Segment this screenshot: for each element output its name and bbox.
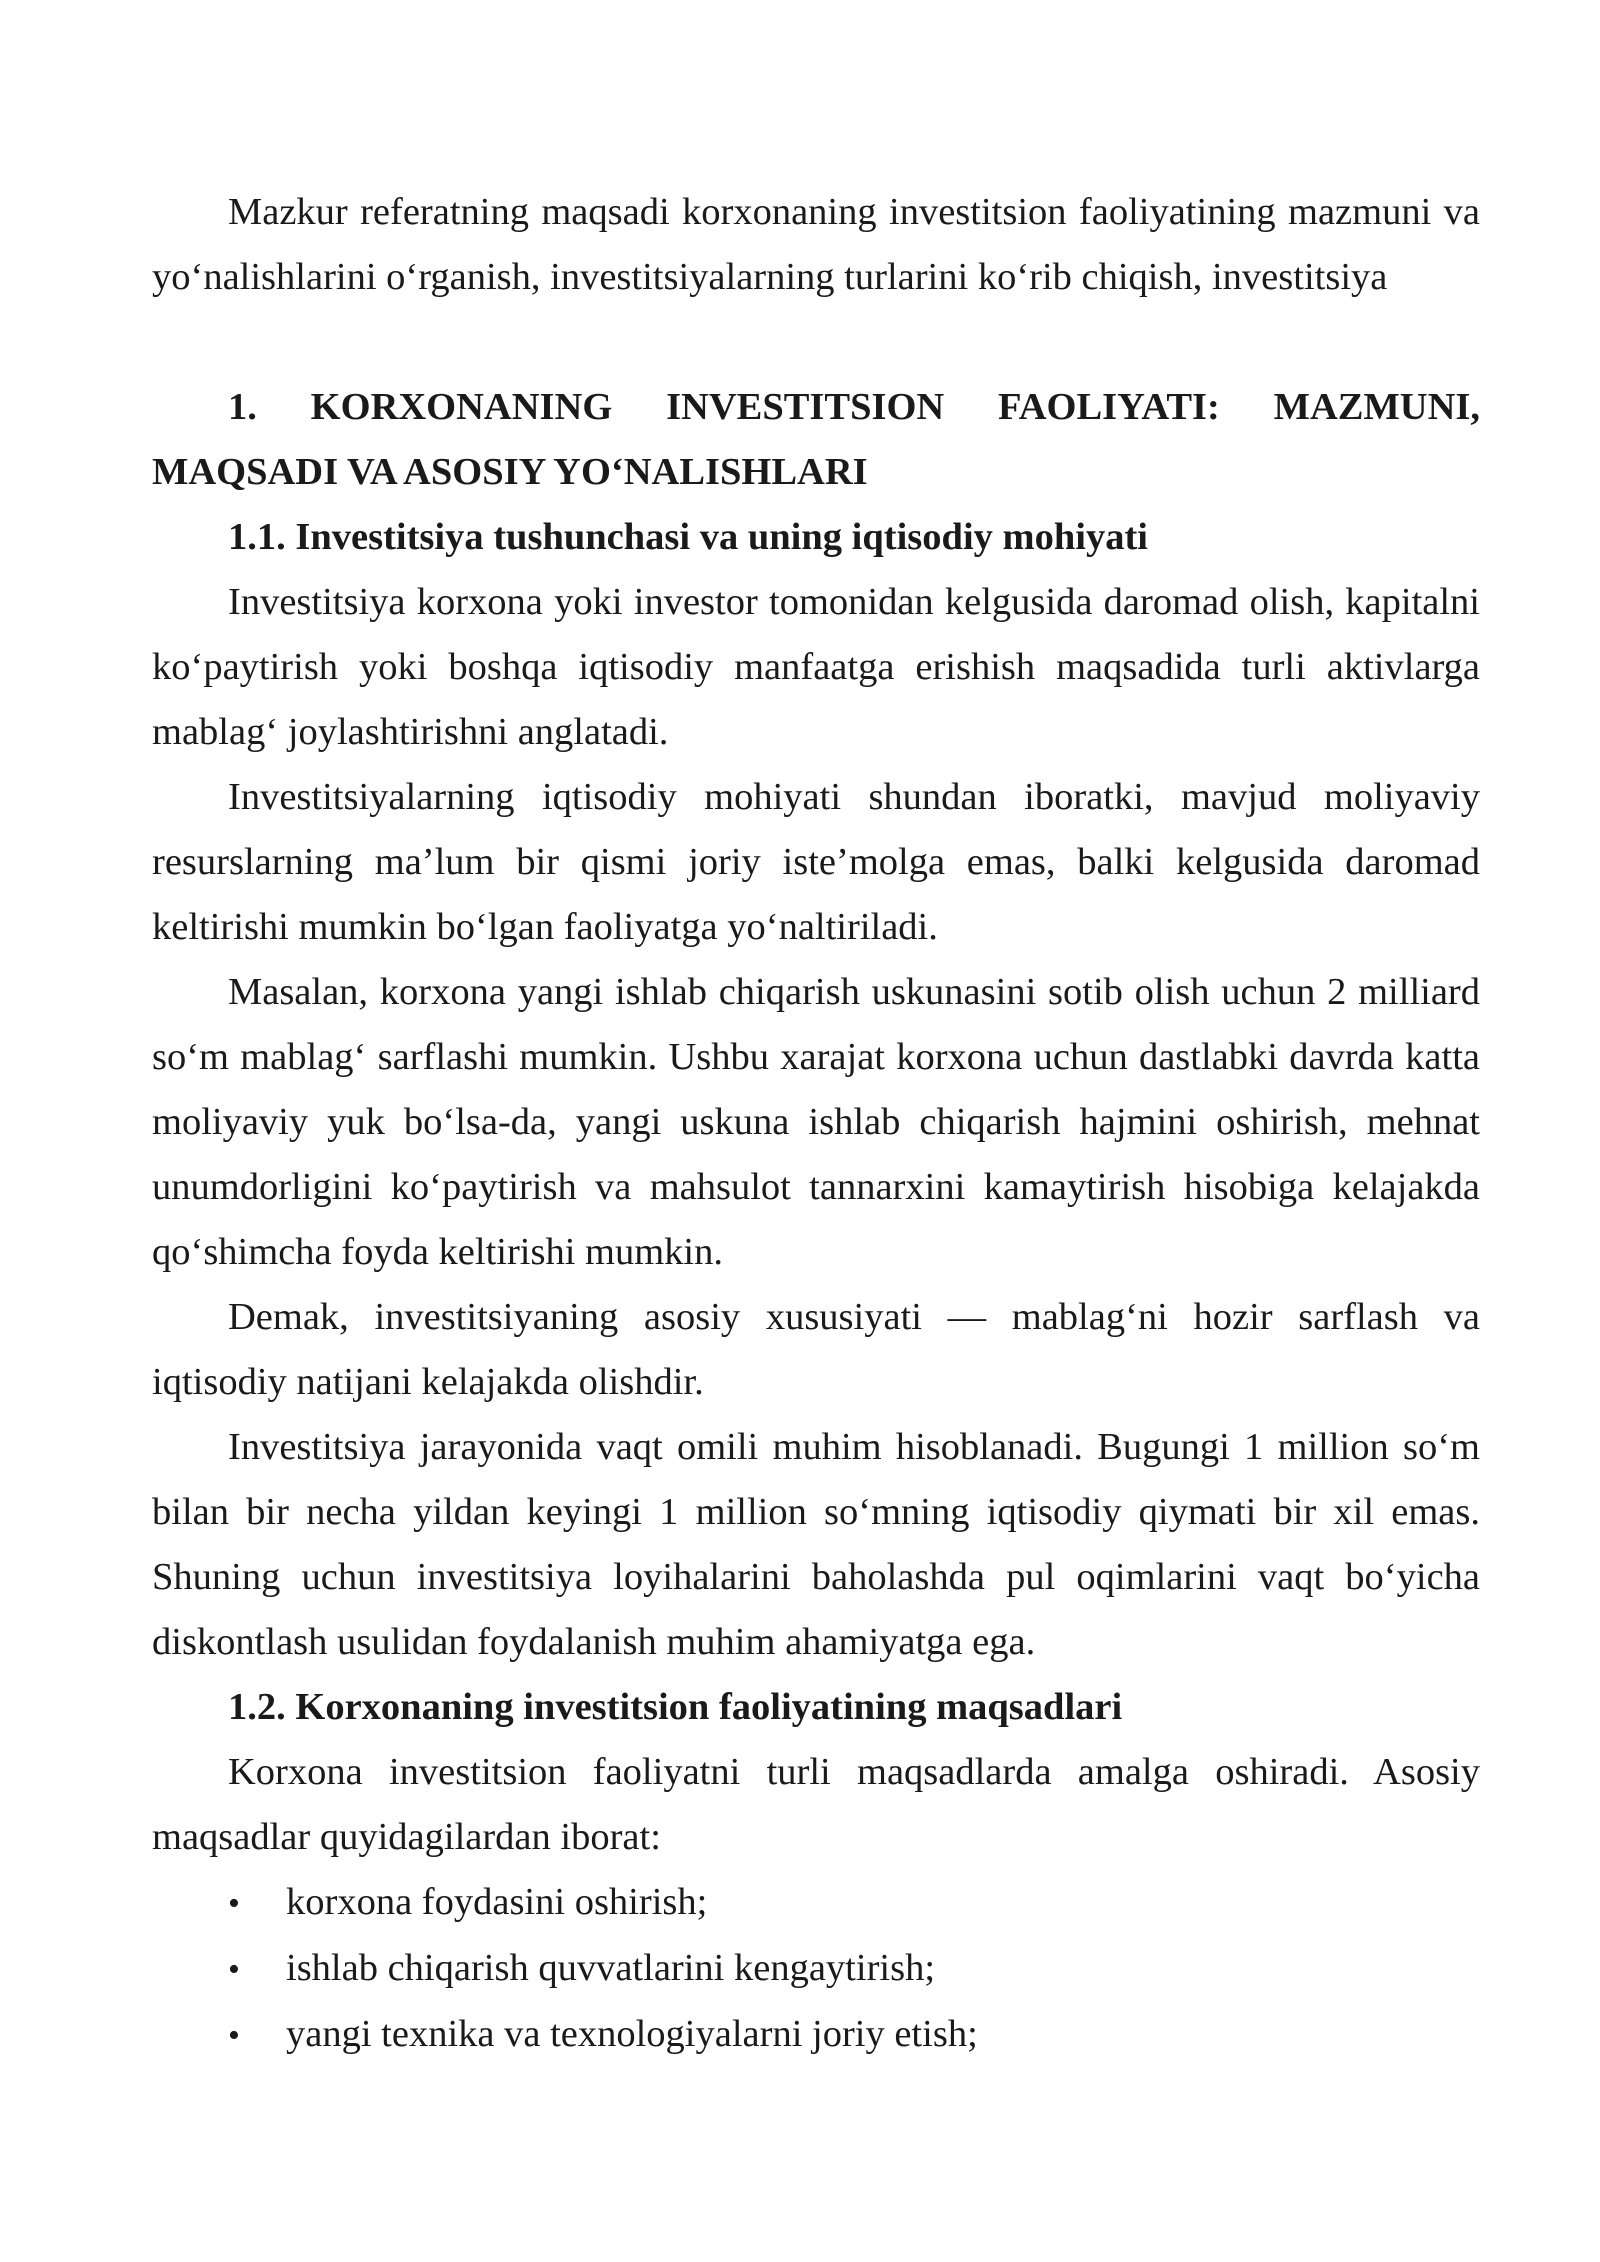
paragraph-key-feature: Demak, investitsiyaning asosiy xususiyati — mablag‘ni hozir sarflash va iqtisodiy natijani kelajakda olishdir. bbox=[152, 1296, 1480, 1403]
list-item-text: ishlab chiqarish quvvatlarini kengaytirish; bbox=[286, 1947, 936, 1989]
bullet-icon: • bbox=[228, 2017, 240, 2054]
list-item bbox=[152, 1936, 1480, 2002]
document-page bbox=[152, 180, 1480, 2068]
paragraph-investment-definition: Investitsiya korxona yoki investor tomonidan kelgusida daromad olish, kapitalni ko‘paytirish yoki boshqa iqtisodiy manfaatga erishish maqsadida turli aktivlarga mablag‘ joylashtirishni anglatadi. bbox=[152, 581, 1480, 753]
section-1-1-heading: 1.1. Investitsiya tushunchasi va uning iqtisodiy mohiyati bbox=[228, 516, 1148, 558]
chapter-heading: 1. KORXONANING INVESTITSION FAOLIYATI: MAZMUNI, MAQSADI VA ASOSIY YO‘NALISHLARI bbox=[152, 386, 1480, 493]
list-item-text: korxona foydasini oshirish; bbox=[286, 1881, 708, 1923]
list-item bbox=[152, 1870, 1480, 1936]
paragraph-example: Masalan, korxona yangi ishlab chiqarish uskunasini sotib olish uchun 2 milliard so‘m mablag‘ sarflashi mumkin. Ushbu xarajat korxona uchun dastlabki davrda katta moliyaviy yuk bo‘lsa-da, yangi uskuna ishlab chiqarish hajmini oshirish, mehnat unumdorligini ko‘paytirish va mahsulot tannarxini kamaytirish hisobiga kelajakda qo‘shimcha foyda keltirishi mumkin. bbox=[152, 971, 1480, 1273]
bullet-icon: • bbox=[228, 1951, 240, 1988]
section-1-2-heading: 1.2. Korxonaning investitsion faoliyatining maqsadlari bbox=[228, 1686, 1123, 1728]
list-item bbox=[152, 2002, 1480, 2068]
bullet-icon: • bbox=[228, 1885, 240, 1922]
paragraph-time-factor: Investitsiya jarayonida vaqt omili muhim hisoblanadi. Bugungi 1 million so‘m bilan bir necha yildan keyingi 1 million so‘mning iqtisodiy qiymati bir xil emas. Shuning uchun investitsiya loyihalarini baholashda pul oqimlarini vaqt bo‘yicha diskontlash usulidan foydalanish muhim ahamiyatga ega. bbox=[152, 1426, 1480, 1663]
paragraph-economic-essence: Investitsiyalarning iqtisodiy mohiyati shundan iboratki, mavjud moliyaviy resurslarning ma’lum bir qismi joriy iste’molga emas, balki kelgusida daromad keltirishi mumkin bo‘lgan faoliyatga yo‘naltiriladi. bbox=[152, 776, 1480, 948]
intro-paragraph: Mazkur referatning maqsadi korxonaning investitsion faoliyatining mazmuni va yo‘nalishlarini o‘rganish, investitsiyalarning turlarini ko‘rib chiqish, investitsiya bbox=[152, 191, 1480, 298]
paragraph-goals-intro: Korxona investitsion faoliyatni turli maqsadlarda amalga oshiradi. Asosiy maqsadlar quyidagilardan iborat: bbox=[152, 1751, 1480, 1858]
goals-list bbox=[152, 1870, 1480, 2068]
list-item-text: yangi texnika va texnologiyalarni joriy etish; bbox=[286, 2013, 978, 2055]
